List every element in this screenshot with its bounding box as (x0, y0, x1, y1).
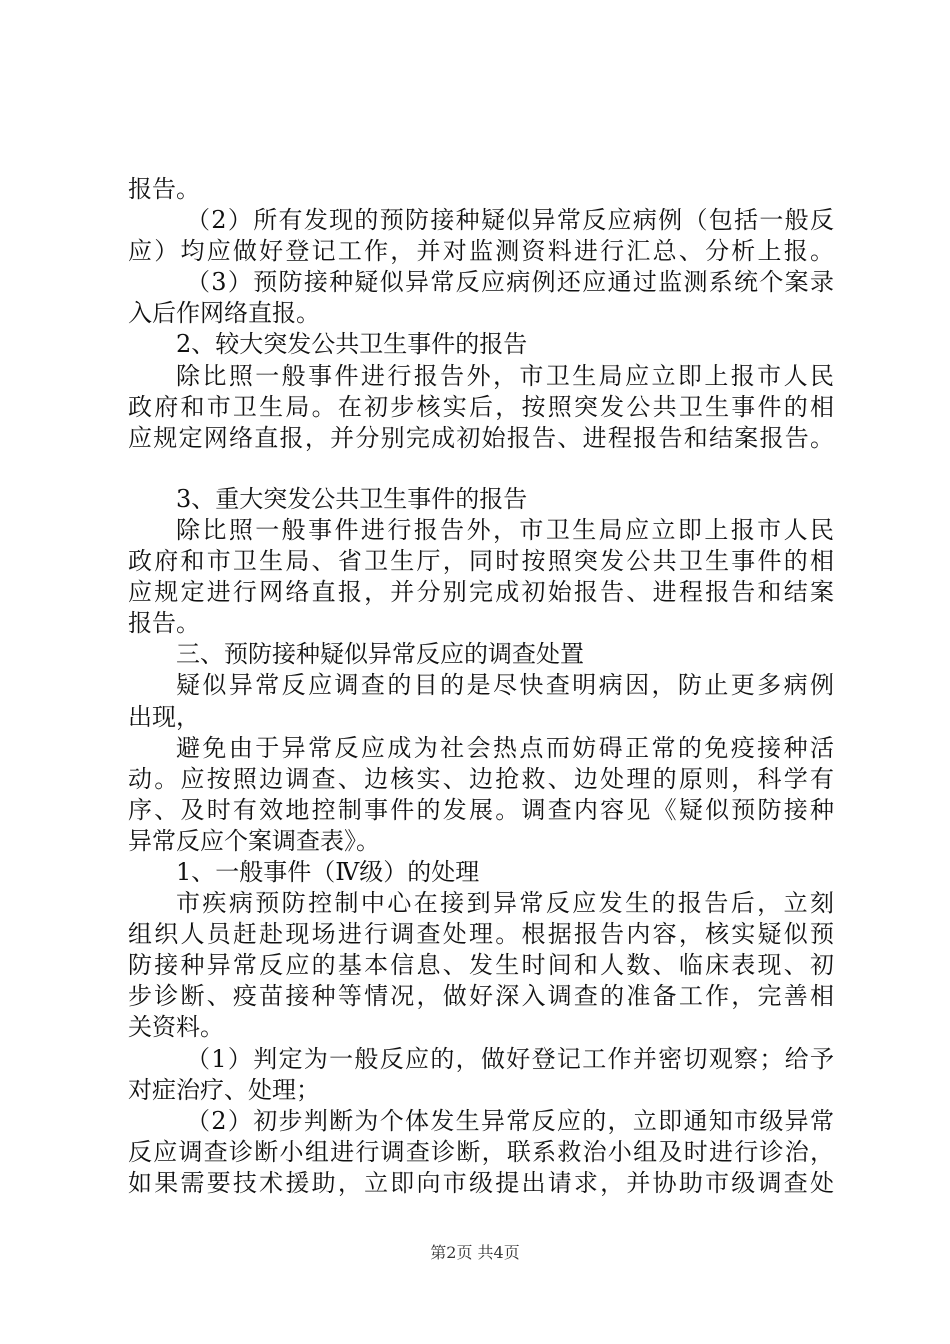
paragraph-line: 防接种异常反应的基本信息、发生时间和人数、临床表现、初 (128, 951, 834, 980)
paragraph-line: （2）所有发现的预防接种疑似异常反应病例（包括一般反 (186, 206, 834, 235)
section-heading: 1、一般事件（Ⅳ级）的处理 (176, 857, 480, 886)
paragraph-line: 报告。 (128, 609, 200, 638)
document-body (128, 174, 834, 1199)
paragraph-line: 序、及时有效地控制事件的发展。调查内容见《疑似预防接种 (128, 795, 834, 824)
section-heading: 3、重大突发公共卫生事件的报告 (176, 484, 528, 513)
paragraph-line: 反应调查诊断小组进行调查诊断，联系救治小组及时进行诊治， (128, 1137, 834, 1166)
section-heading: 三、预防接种疑似异常反应的调查处置 (176, 640, 584, 669)
paragraph-line: （2）初步判断为个体发生异常反应的，立即通知市级异常 (186, 1106, 834, 1135)
paragraph-line: （1）判定为一般反应的，做好登记工作并密切观察；给予 (186, 1044, 834, 1073)
paragraph-line: 政府和市卫生局、省卫生厅，同时按照突发公共卫生事件的相 (128, 547, 834, 576)
paragraph-line: 避免由于异常反应成为社会热点而妨碍正常的免疫接种活 (176, 733, 834, 762)
paragraph-line: 疑似异常反应调查的目的是尽快查明病因，防止更多病例 (176, 671, 834, 700)
paragraph-line: 组织人员赶赴现场进行调查处理。根据报告内容，核实疑似预 (128, 920, 834, 949)
paragraph-line: 如果需要技术援助，立即向市级提出请求，并协助市级调查处 (128, 1168, 834, 1197)
paragraph-line: 应规定进行网络直报，并分别完成初始报告、进程报告和结案 (128, 578, 834, 607)
paragraph-line: 对症治疗、处理； (128, 1075, 320, 1104)
paragraph-line: 政府和市卫生局。在初步核实后，按照突发公共卫生事件的相 (128, 392, 834, 421)
section-heading: 2、较大突发公共卫生事件的报告 (176, 330, 528, 359)
paragraph-line: 动。应按照边调查、边核实、边抢救、边处理的原则，科学有 (128, 764, 834, 793)
paragraph-line: 除比照一般事件进行报告外，市卫生局应立即上报市人民 (176, 361, 834, 390)
paragraph-line: 出现， (128, 702, 200, 731)
paragraph-line: 除比照一般事件进行报告外，市卫生局应立即上报市人民 (176, 515, 834, 544)
paragraph-line: 报告。 (128, 175, 200, 203)
paragraph-line: 应规定网络直报，并分别完成初始报告、进程报告和结案报告。 (128, 423, 834, 452)
paragraph-line: 入后作网络直报。 (128, 299, 320, 328)
paragraph-line: 异常反应个案调查表》。 (128, 826, 380, 855)
paragraph-line: 关资料。 (128, 1013, 224, 1042)
page-number-footer: 第2页 共4页 (430, 1243, 520, 1262)
paragraph-line: 市疾病预防控制中心在接到异常反应发生的报告后，立刻 (176, 889, 834, 918)
paragraph-line: 应）均应做好登记工作，并对监测资料进行汇总、分析上报。 (128, 237, 834, 266)
paragraph-line: （3）预防接种疑似异常反应病例还应通过监测系统个案录 (186, 268, 834, 297)
paragraph-line: 步诊断、疫苗接种等情况，做好深入调查的准备工作，完善相 (128, 982, 834, 1011)
